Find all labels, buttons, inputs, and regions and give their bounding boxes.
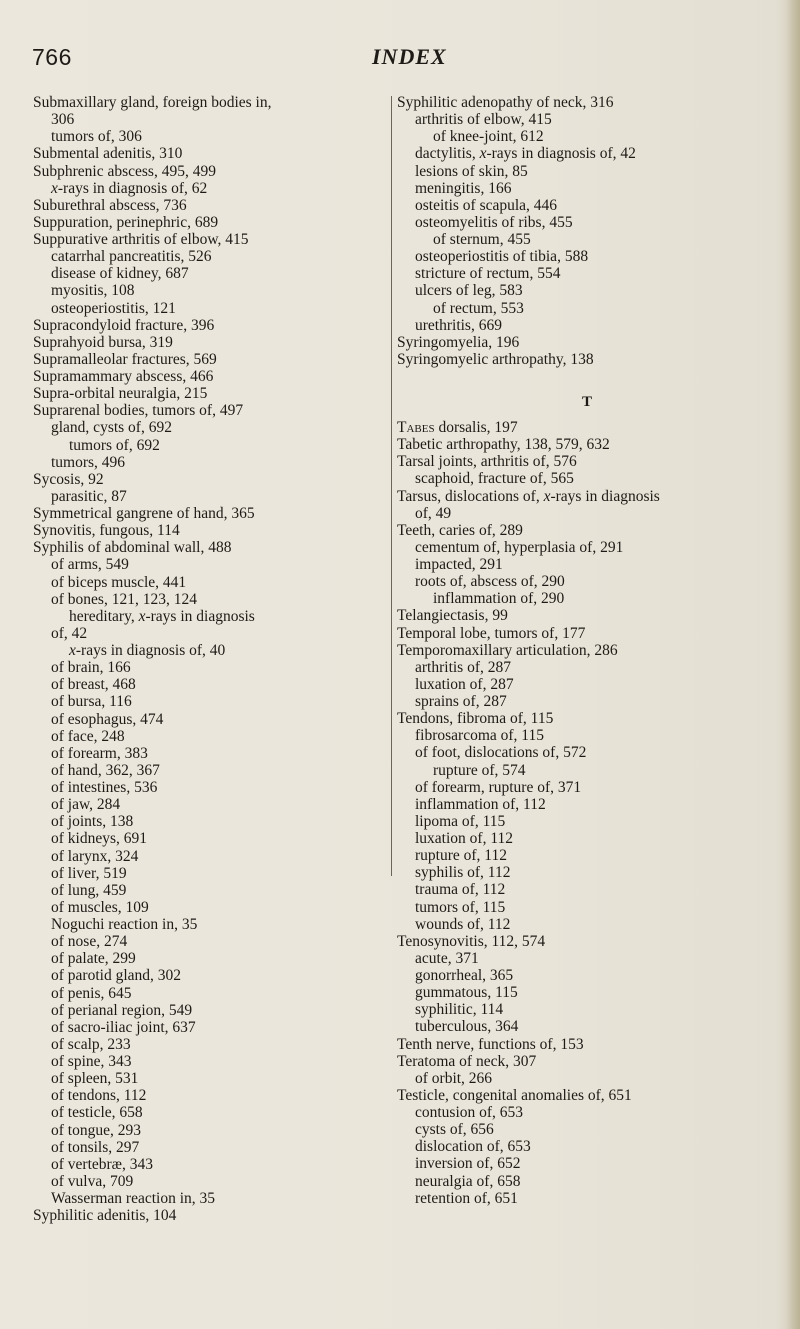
index-subentry: of, 49 (415, 504, 452, 522)
index-subentry: of tongue, 293 (51, 1121, 141, 1139)
index-entry: Tenosynovitis, 112, 574 (397, 932, 546, 950)
index-subentry: of sternum, 455 (433, 231, 531, 248)
index-subentry: of vertebræ, 343 (51, 1155, 154, 1173)
index-entry: Suprahyoid bursa, 319 (33, 333, 173, 351)
index-subentry: of hand, 362, 367 (51, 761, 160, 779)
index-subentry: of larynx, 324 (51, 847, 139, 865)
index-subentry: syphilis of, 112 (415, 864, 511, 882)
index-entry: Teeth, caries of, 289 (397, 521, 523, 539)
index-subentry: Wasserman reaction in, 35 (51, 1190, 216, 1207)
index-entry: Teratoma of neck, 307 (397, 1052, 537, 1070)
index-subentry: impacted, 291 (415, 556, 503, 574)
running-head: INDEX (372, 44, 447, 69)
index-subentry: myositis, 108 (51, 282, 135, 300)
index-subentry: lipoma of, 115 (415, 812, 506, 830)
index-subentry: of esophagus, 474 (51, 710, 164, 728)
index-entry: Supra-orbital neuralgia, 215 (33, 385, 208, 403)
index-subentry: of scalp, 233 (51, 1035, 131, 1053)
index-subentry: rupture of, 112 (415, 847, 507, 865)
italic-x: x (479, 145, 487, 163)
index-entry: Tabetic arthropathy, 138, 579, 632 (397, 436, 610, 454)
index-subentry: Noguchi reaction in, 35 (51, 916, 198, 933)
index-subentry: of vulva, 709 (51, 1172, 134, 1190)
index-entry: Subphrenic abscess, 495, 499 (33, 162, 216, 180)
index-entry: Suppuration, perinephric, 689 (33, 213, 219, 231)
index-subentry: of parotid gland, 302 (51, 967, 182, 985)
index-subentry: gummatous, 115 (415, 984, 518, 1002)
index-subentry: tumors of, 306 (51, 128, 142, 146)
index-subentry: of joints, 138 (51, 813, 134, 831)
index-subentry: hereditary, x-rays in diagnosis (69, 607, 255, 625)
index-subentry: dislocation of, 653 (415, 1138, 531, 1156)
index-entry: Suburethral abscess, 736 (33, 196, 187, 214)
index-subentry: of rectum, 553 (433, 299, 524, 317)
small-caps-word: Tabes (397, 419, 435, 437)
index-subentry: catarrhal pancreatitis, 526 (51, 248, 212, 266)
column-divider (391, 96, 392, 876)
index-subentry: osteoperiostitis of tibia, 588 (415, 248, 589, 266)
index-subentry: of perianal region, 549 (51, 1001, 193, 1019)
index-subentry: luxation of, 287 (415, 675, 514, 693)
index-subentry: of face, 248 (51, 727, 125, 745)
index-subentry: acute, 371 (415, 949, 479, 967)
index-column-left (33, 94, 387, 1224)
index-entry: Tarsal joints, arthritis of, 576 (397, 453, 577, 471)
index-entry: Syringomyelia, 196 (397, 333, 520, 351)
index-subentry: tuberculous, 364 (415, 1018, 519, 1036)
index-entry: Supramalleolar fractures, 569 (33, 350, 217, 368)
index-subentry: of bones, 121, 123, 124 (51, 590, 197, 608)
index-subentry: of lung, 459 (51, 881, 127, 899)
index-subentry: stricture of rectum, 554 (415, 265, 561, 283)
index-entry: Temporomaxillary articulation, 286 (397, 641, 618, 659)
index-subentry: of bursa, 116 (51, 693, 132, 711)
index-subentry: of biceps muscle, 441 (51, 573, 187, 591)
page-number: 766 (32, 44, 72, 70)
index-subentry: of foot, dislocations of, 572 (415, 744, 587, 762)
index-entry: Sycosis, 92 (33, 470, 104, 488)
italic-x: x (543, 487, 551, 505)
index-subentry: contusion of, 653 (415, 1104, 524, 1122)
index-subentry: of breast, 468 (51, 676, 136, 694)
index-subentry: of muscles, 109 (51, 898, 149, 916)
index-subentry: inflammation of, 112 (415, 795, 546, 813)
index-entry: Submental adenitis, 310 (33, 145, 183, 163)
index-entry: Syphilitic adenopathy of neck, 316 (397, 94, 614, 111)
index-group-t (397, 419, 777, 1207)
index-subentry: cementum of, hyperplasia of, 291 (415, 538, 624, 556)
index-subentry: scaphoid, fracture of, 565 (415, 470, 574, 488)
index-subentry: lesions of skin, 85 (415, 162, 528, 180)
index-column-right (397, 94, 777, 1207)
index-subentry: osteoperiostitis, 121 (51, 299, 176, 317)
index-entry: Tendons, fibroma of, 115 (397, 710, 554, 728)
index-subentry: ulcers of leg, 583 (415, 282, 523, 300)
index-entry: Synovitis, fungous, 114 (33, 522, 180, 540)
index-group-s (397, 94, 777, 368)
index-subentry: of penis, 645 (51, 984, 132, 1002)
index-subentry: osteomyelitis of ribs, 455 (415, 213, 573, 231)
italic-x: x (51, 179, 58, 197)
page-header (32, 44, 768, 84)
index-subentry: of kidneys, 691 (51, 830, 148, 848)
index-subentry: of intestines, 536 (51, 779, 158, 796)
index-subentry: of spleen, 531 (51, 1070, 139, 1088)
index-subentry: osteitis of scapula, 446 (415, 196, 558, 214)
index-entry: Suppurative arthritis of elbow, 415 (33, 231, 249, 248)
index-subentry: dactylitis, x-rays in diagnosis of, 42 (415, 145, 636, 163)
index-subentry: syphilitic, 114 (415, 1001, 504, 1019)
index-subentry: cysts of, 656 (415, 1121, 494, 1139)
index-subentry: of nose, 274 (51, 933, 128, 951)
index-entry: Telangiectasis, 99 (397, 607, 508, 625)
index-subentry: disease of kidney, 687 (51, 265, 189, 283)
index-subentry: parasitic, 87 (51, 487, 127, 505)
italic-x: x (69, 642, 76, 659)
index-subentry: sprains of, 287 (415, 693, 507, 711)
index-subentry: tumors of, 115 (415, 898, 506, 916)
index-subentry: meningitis, 166 (415, 179, 512, 197)
index-subentry: of liver, 519 (51, 864, 127, 882)
index-subentry: gonorrheal, 365 (415, 967, 514, 985)
index-subentry: wounds of, 112 (415, 915, 511, 933)
index-entry: Syphilis of abdominal wall, 488 (33, 539, 232, 557)
index-entry: Submaxillary gland, foreign bodies in, (33, 94, 272, 111)
index-subentry: of tonsils, 297 (51, 1138, 140, 1156)
index-entry: Supracondyloid fracture, 396 (33, 316, 215, 334)
index-subentry: of brain, 166 (51, 659, 131, 677)
index-subentry: inflammation of, 290 (433, 590, 565, 608)
index-subentry: roots of, abscess of, 290 (415, 573, 565, 591)
index-subentry: of testicle, 658 (51, 1104, 143, 1122)
section-letter-heading: T (581, 394, 592, 411)
index-entry: Testicle, congenital anomalies of, 651 (397, 1086, 632, 1104)
index-subentry: rupture of, 574 (433, 761, 526, 779)
index-subentry: arthritis of, 287 (415, 658, 511, 676)
italic-x: x (138, 607, 146, 625)
index-subentry: fibrosarcoma of, 115 (415, 727, 544, 745)
index-subentry: of arms, 549 (51, 556, 129, 574)
spacer (397, 368, 777, 385)
index-subentry: gland, cysts of, 692 (51, 419, 172, 437)
index-subentry: of, 42 (51, 624, 88, 642)
index-subentry: tumors of, 692 (69, 436, 160, 454)
index-subentry: inversion of, 652 (415, 1155, 521, 1173)
index-entry: Tarsus, dislocations of, x-rays in diagnosis (397, 487, 660, 505)
index-subentry: neuralgia of, 658 (415, 1172, 521, 1190)
index-entry: Tenth nerve, functions of, 153 (397, 1035, 584, 1053)
index-subentry: urethritis, 669 (415, 316, 502, 334)
index-subentry: arthritis of elbow, 415 (415, 111, 552, 129)
index-subentry: x-rays in diagnosis of, 62 (51, 179, 208, 197)
page-edge-shadow (786, 0, 800, 1329)
index-subentry: tumors, 496 (51, 453, 126, 471)
index-subentry: trauma of, 112 (415, 881, 506, 899)
index-subentry: of forearm, 383 (51, 744, 148, 762)
index-entry: Temporal lobe, tumors of, 177 (397, 624, 586, 642)
index-entry: Supramammary abscess, 466 (33, 368, 214, 385)
index-entry: Symmetrical gangrene of hand, 365 (33, 505, 255, 522)
index-subentry: retention of, 651 (415, 1189, 518, 1207)
index-entry: Syringomyelic arthropathy, 138 (397, 350, 594, 368)
index-subentry: luxation of, 112 (415, 830, 514, 848)
index-subentry: of orbit, 266 (415, 1069, 493, 1087)
index-subentry: x-rays in diagnosis of, 40 (69, 642, 226, 659)
index-subentry: of spine, 343 (51, 1053, 132, 1070)
index-subentry: of palate, 299 (51, 950, 136, 968)
index-subentry: of jaw, 284 (51, 796, 121, 814)
index-subentry: of knee-joint, 612 (433, 128, 544, 146)
index-subentry: 306 (51, 111, 75, 129)
index-entry: Syphilitic adenitis, 104 (33, 1207, 177, 1225)
index-entry: Tabes dorsalis, 197 (397, 419, 518, 437)
index-subentry: of sacro-iliac joint, 637 (51, 1018, 196, 1036)
index-subentry: of forearm, rupture of, 371 (415, 778, 582, 796)
index-entry: Suprarenal bodies, tumors of, 497 (33, 402, 244, 420)
index-subentry: of tendons, 112 (51, 1087, 147, 1105)
